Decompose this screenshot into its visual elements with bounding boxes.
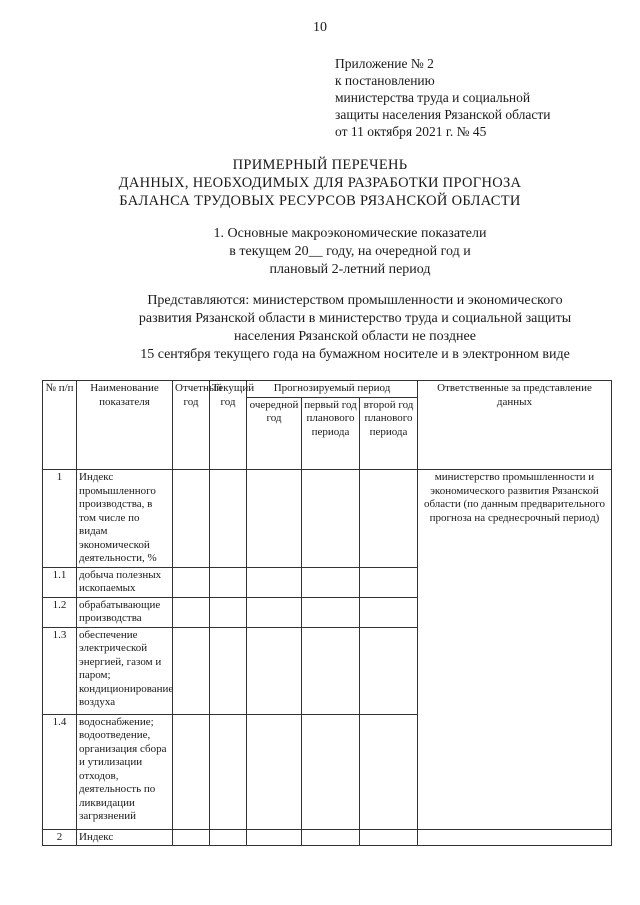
document-title [0,156,640,210]
row-indicator-name: обеспечение электрической энергией, газом и паром; кондиционирование воздуха [77,627,173,714]
title-line: БАЛАНСА ТРУДОВЫХ РЕСУРСОВ РЯЗАНСКОЙ ОБЛАСТИ [119,193,521,209]
responsible-cell: министерство промышленности и экономического развития Рязанской области (по данным предварительного прогноза на среднесрочный период) [418,470,612,830]
value-cell [210,597,247,627]
header-name: Наименование показателя [77,381,173,470]
header-first-plan-year: первый год планового периода [302,397,360,470]
row-number: 2 [43,829,77,846]
value-cell [173,829,210,846]
appendix-line: министерства труда и социальной [335,90,531,105]
value-cell [418,829,612,846]
section-line: в текущем 20__ году, на очередной год и [229,244,471,259]
header-report-year: Отчетный год [173,381,210,470]
submission-line: развития Рязанской области в министерство труда и социальной защиты [138,311,572,326]
value-cell [302,470,360,568]
value-cell [173,597,210,627]
appendix-line: Приложение № 2 [335,56,434,71]
value-cell [302,567,360,597]
value-cell [173,714,210,829]
submission-line: 15 сентября текущего года на бумажном носителе и в электронном виде [140,347,570,362]
value-cell [302,829,360,846]
row-indicator-name: обрабатывающие производства [77,597,173,627]
appendix-line: защиты населения Рязанской области [335,107,551,122]
row-number: 1.1 [43,567,77,597]
submission-note [90,292,620,364]
value-cell [210,627,247,714]
row-number: 1.2 [43,597,77,627]
section-line: плановый 2-летний период [269,262,431,277]
row-number: 1.4 [43,714,77,829]
value-cell [210,567,247,597]
section-heading [130,225,570,279]
appendix-line: от 11 октября 2021 г. № 45 [335,124,487,139]
value-cell [210,829,247,846]
header-next-year: очередной год [247,397,302,470]
table-row [43,470,612,568]
header-responsible: Ответственные за представление данных [418,381,612,470]
title-line: ПРИМЕРНЫЙ ПЕРЕЧЕНЬ [232,157,408,173]
value-cell [360,597,418,627]
submission-line: Представляются: министерством промышленности и экономического [147,293,563,308]
value-cell [173,627,210,714]
appendix-header [335,55,551,140]
row-number: 1 [43,470,77,568]
header-num: № п/п [43,381,77,470]
value-cell [247,627,302,714]
table-header-row [43,381,612,398]
value-cell [302,627,360,714]
value-cell [360,829,418,846]
title-line: ДАННЫХ, НЕОБХОДИМЫХ ДЛЯ РАЗРАБОТКИ ПРОГНОЗА [118,175,522,191]
value-cell [173,470,210,568]
header-forecast-period: Прогнозируемый период [247,381,418,398]
header-second-plan-year: второй год планового периода [360,397,418,470]
row-indicator-name: водоснабжение; водоотведение, организация сбора и утилизации отходов, деятельность по ликвидации загрязнений [77,714,173,829]
section-line: 1. Основные макроэкономические показатели [213,226,487,241]
value-cell [302,714,360,829]
table-row [43,829,612,846]
value-cell [360,567,418,597]
value-cell [247,597,302,627]
submission-line: населения Рязанской области не позднее [234,329,476,344]
indicators-table [42,380,612,846]
value-cell [247,714,302,829]
page-number: 10 [313,20,327,35]
row-number: 1.3 [43,627,77,714]
value-cell [247,829,302,846]
value-cell [360,627,418,714]
value-cell [247,470,302,568]
appendix-line: к постановлению [335,73,435,88]
value-cell [360,714,418,829]
value-cell [210,714,247,829]
row-indicator-name: добыча полезных ископаемых [77,567,173,597]
header-current-year: Текущий год [210,381,247,470]
value-cell [302,597,360,627]
value-cell [360,470,418,568]
row-indicator-name: Индекс [77,829,173,846]
value-cell [247,567,302,597]
value-cell [210,470,247,568]
value-cell [173,567,210,597]
row-indicator-name: Индекс промышленного производства, в том числе по видам экономической деятельности, % [77,470,173,568]
